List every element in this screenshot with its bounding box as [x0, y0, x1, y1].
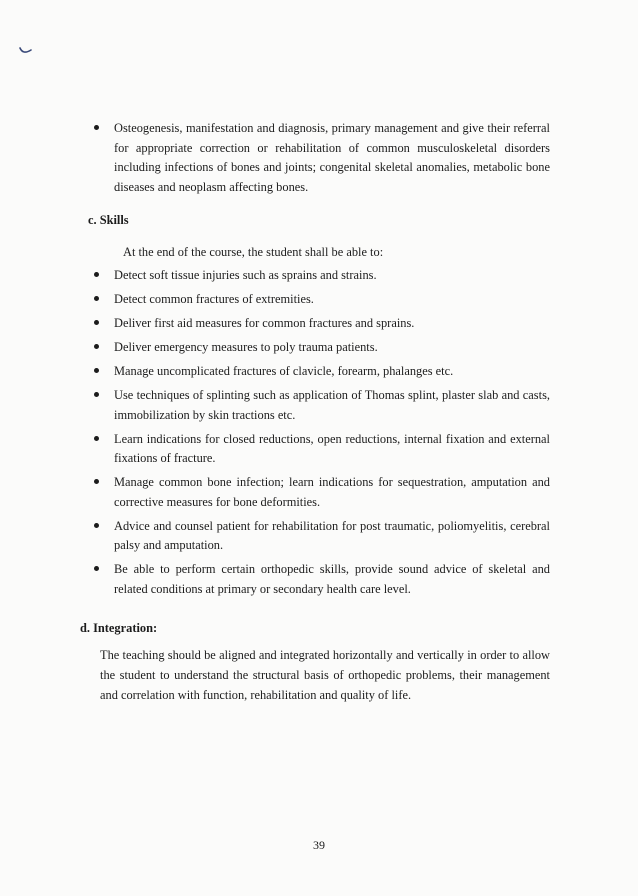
pen-mark-icon — [18, 44, 34, 58]
list-item — [90, 290, 550, 310]
bullet-text: Be able to perform certain orthopedic skills, provide sound advice of skeletal and related conditions at primary or secondary health care level. — [114, 562, 550, 596]
bullet-text: Deliver first aid measures for common fractures and sprains. — [114, 316, 415, 330]
bullet-icon — [94, 566, 99, 571]
list-item — [90, 560, 550, 599]
page-content — [80, 119, 550, 705]
integration-text: The teaching should be aligned and integrated horizontally and vertically in order to allow the student to understand the structural basis of orthopedic problems, their management and correlation with function, rehabilitation and quality of life. — [100, 647, 550, 702]
bullet-icon — [94, 392, 99, 397]
list-item — [90, 266, 550, 286]
bullet-icon — [94, 523, 99, 528]
bullet-icon — [94, 296, 99, 301]
bullet-icon — [94, 125, 99, 130]
list-item — [90, 517, 550, 556]
bullet-text: Use techniques of splinting such as application of Thomas splint, plaster slab and casts, immobilization by skin tractions etc. — [114, 388, 550, 422]
list-item — [90, 362, 550, 382]
bullet-icon — [94, 272, 99, 277]
bullet-text: Manage common bone infection; learn indications for sequestration, amputation and corrective measures for bone deformities. — [114, 475, 550, 509]
bullet-text: Advice and counsel patient for rehabilitation for post traumatic, poliomyelitis, cerebral palsy and amputation. — [114, 518, 550, 552]
integration-heading: d. Integration: — [80, 621, 158, 635]
bullet-text: Detect soft tissue injuries such as sprains and strains. — [114, 268, 377, 282]
bullet-icon — [94, 436, 99, 441]
bullet-icon — [94, 368, 99, 373]
bullet-text: Detect common fractures of extremities. — [114, 292, 314, 306]
page-number: 39 — [313, 838, 325, 852]
skills-intro: At the end of the course, the student shall be able to: — [123, 244, 384, 259]
list-item — [90, 430, 550, 469]
skills-heading: c. Skills — [88, 213, 129, 227]
list-item — [90, 386, 550, 425]
list-item — [90, 314, 550, 334]
skills-list — [90, 266, 550, 599]
bullet-text: Manage uncomplicated fractures of clavicle, forearm, phalanges etc. — [114, 364, 454, 378]
list-item — [90, 473, 550, 512]
bullet-text: Deliver emergency measures to poly trauma patients. — [114, 340, 378, 354]
bullet-text: Learn indications for closed reductions, open reductions, internal fixation and external fixations of fracture. — [114, 431, 550, 465]
bullet-text: Osteogenesis, manifestation and diagnosis, primary management and give their referral for appropriate correction or rehabilitation of common musculoskeletal disorders including infections of bones and joints; congenital skeletal anomalies, metabolic bone diseases and neoplasm affecting bones. — [114, 121, 550, 194]
list-item — [90, 119, 550, 197]
bullet-icon — [94, 479, 99, 484]
bullet-icon — [94, 344, 99, 349]
bullet-icon — [94, 320, 99, 325]
list-item — [90, 338, 550, 358]
top-bullet-list — [90, 119, 550, 197]
